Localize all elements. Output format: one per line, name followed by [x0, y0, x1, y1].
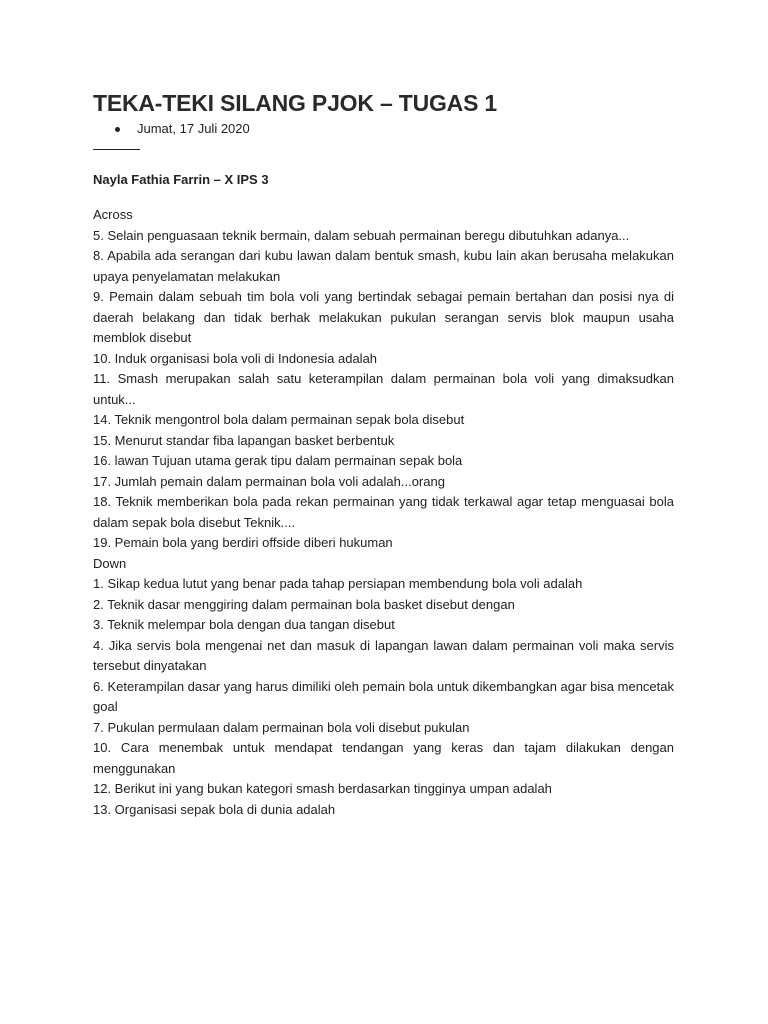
clue-across-14: 14. Teknik mengontrol bola dalam permainan sepak bola disebut [93, 412, 465, 427]
clue-down-1: 1. Sikap kedua lutut yang benar pada tahap persiapan membendung bola voli adalah [93, 576, 583, 591]
clue-down-10: 10. Cara menembak untuk mendapat tendangan yang keras dan tajam dilakukan dengan menggunakan [93, 740, 674, 776]
clue-across-18: 18. Teknik memberikan bola pada rekan permainan yang tidak terkawal agar tetap menguasai bola dalam sepak bola disebut Teknik.... [93, 494, 674, 530]
clue-down-4: 4. Jika servis bola mengenai net dan masuk di lapangan lawan dalam permainan voli maka servis tersebut dinyatakan [93, 637, 674, 673]
clue-down-12: 12. Berikut ini yang bukan kategori smash berdasarkan tingginya umpan adalah [93, 781, 552, 796]
document-page [93, 88, 674, 820]
clue-down-13: 13. Organisasi sepak bola di dunia adalah [93, 801, 336, 817]
divider-line [93, 149, 140, 150]
clue-across-8: 8. Apabila ada serangan dari kubu lawan dalam bentuk smash, kubu lain akan berusaha melakukan upaya penyelamatan melakukan [93, 248, 674, 284]
clue-across-19: 19. Pemain bola yang berdiri offside diberi hukuman [93, 535, 393, 550]
date-text: Jumat, 17 Juli 2020 [137, 121, 250, 136]
down-heading: Down [93, 555, 127, 571]
clue-down-6: 6. Keterampilan dasar yang harus dimiliki oleh pemain bola untuk dikembangkan agar bisa mencetak goal [93, 678, 675, 714]
clue-down-2: 2. Teknik dasar menggiring dalam permainan bola basket disebut dengan [93, 596, 515, 612]
down-clue-list [93, 574, 674, 820]
clue-across-5: 5. Selain penguasaan teknik bermain, dalam sebuah permainan beregu dibutuhkan adanya... [93, 227, 630, 243]
clue-across-16: 16. lawan Tujuan utama gerak tipu dalam permainan sepak bola [93, 453, 463, 468]
page-title: TEKA-TEKI SILANG PJOK – TUGAS 1 [93, 90, 498, 116]
clue-across-9: 9. Pemain dalam sebuah tim bola voli yang bertindak sebagai pemain bertahan dan posisi nya di daerah belakang dan tidak berhak melakukan pukulan serangan servis blok maupun usaha memblok disebut [93, 289, 674, 345]
clue-across-15: 15. Menurut standar fiba lapangan basket berbentuk [93, 432, 395, 448]
bullet-icon [115, 127, 120, 132]
clue-across-17: 17. Jumlah pemain dalam permainan bola voli adalah...orang [93, 473, 445, 489]
clue-down-3: 3. Teknik melempar bola dengan dua tangan disebut [93, 617, 395, 632]
clue-across-11: 11. Smash merupakan salah satu keterampilan dalam permainan bola voli yang dimaksudkan untuk... [93, 371, 674, 407]
author-line: Nayla Fathia Farrin – X IPS 3 [93, 172, 269, 187]
across-clue-list [93, 226, 674, 554]
date-bullet [115, 119, 674, 139]
clue-down-7: 7. Pukulan permulaan dalam permainan bola voli disebut pukulan [93, 719, 470, 735]
clue-across-10: 10. Induk organisasi bola voli di Indonesia adalah [93, 350, 378, 366]
across-heading: Across [93, 207, 133, 222]
